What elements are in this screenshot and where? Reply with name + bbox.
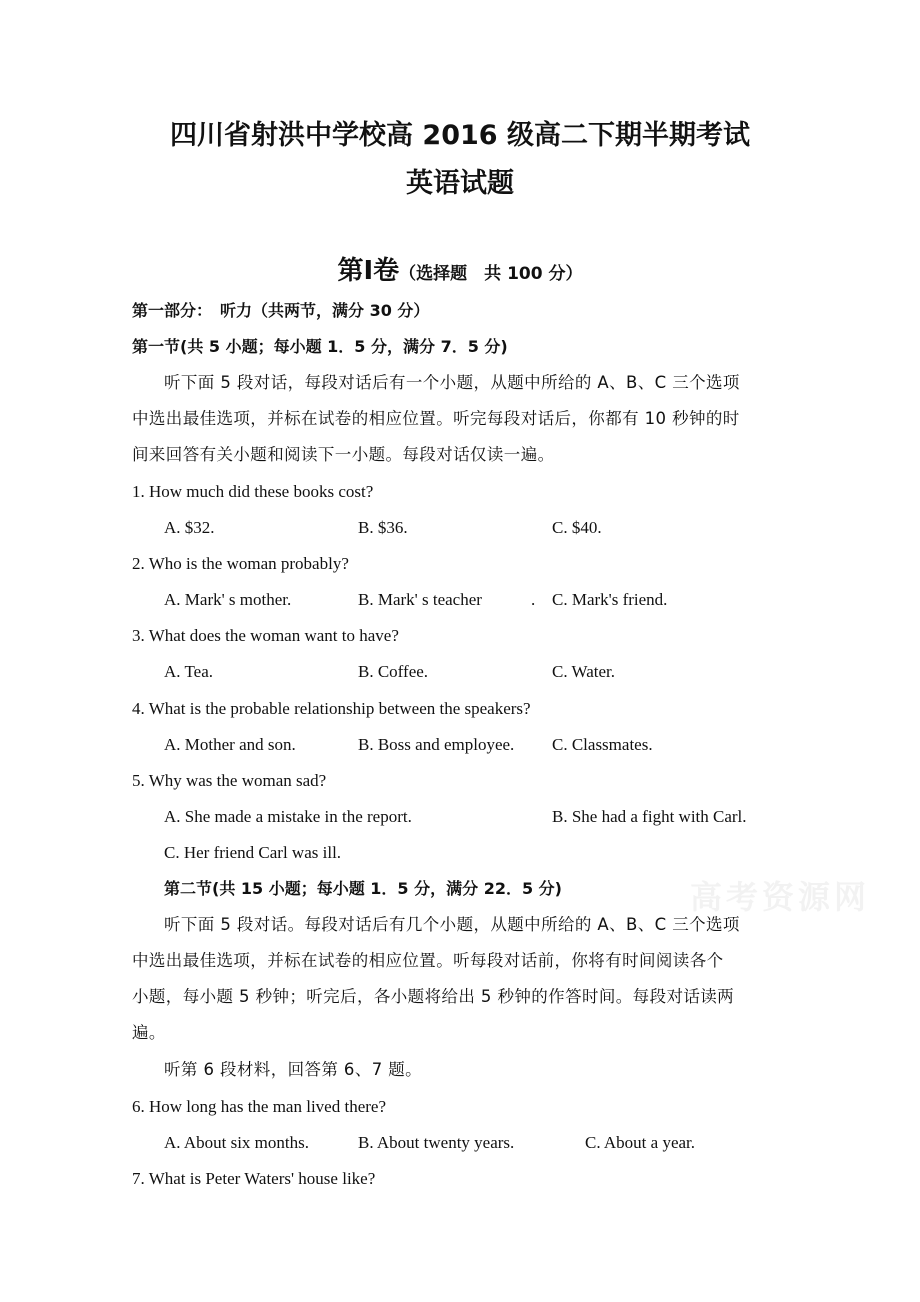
question-4-option-c: C. Classmates. bbox=[552, 735, 653, 754]
question-6-option-b: B. About twenty years. bbox=[358, 1133, 515, 1152]
watermark: 高考资源网 bbox=[690, 878, 871, 916]
section2-instruction-line: 听下面 5 段对话。每段对话后有几个小题，从题中所给的 A、B、C 三个选项 bbox=[164, 915, 740, 934]
question-2-option-a: A. Mark' s mother. bbox=[164, 590, 292, 609]
question-3-option-c: C. Water. bbox=[552, 662, 616, 681]
section2-instruction-line: 遍。 bbox=[132, 1023, 166, 1042]
section1-instruction-line: 听下面 5 段对话，每段对话后有一个小题，从题中所给的 A、B、C 三个选项 bbox=[164, 373, 740, 392]
part1-heading: 第一部分： 听力（共两节，满分 30 分） bbox=[132, 301, 430, 320]
exam-subject-title: 英语试题 bbox=[406, 168, 514, 199]
question-7-stem: 7. What is Peter Waters' house like? bbox=[132, 1169, 376, 1188]
question-1-option-a: A. $32. bbox=[164, 518, 215, 537]
section2-instruction-line: 小题，每小题 5 秒钟；听完后，各小题将给出 5 秒钟的作答时间。每段对话读两 bbox=[132, 987, 735, 1006]
question-5-stem: 5. Why was the woman sad? bbox=[132, 771, 327, 790]
section1-instruction-line: 中选出最佳选项，并标在试卷的相应位置。听完每段对话后，你都有 10 秒钟的时 bbox=[132, 409, 740, 428]
question-3-option-a: A. Tea. bbox=[164, 662, 214, 681]
question-4-option-b: B. Boss and employee. bbox=[358, 735, 515, 754]
question-6-option-a: A. About six months. bbox=[164, 1133, 309, 1152]
exam-title: 四川省射洪中学校高 2016 级高二下期半期考试 bbox=[170, 120, 750, 151]
question-2-option-b: B. Mark' s teacher bbox=[358, 590, 482, 609]
question-3-stem: 3. What does the woman want to have? bbox=[132, 626, 399, 645]
question-6-option-c: C. About a year. bbox=[585, 1133, 696, 1152]
question-2-option-c: C. Mark's friend. bbox=[552, 590, 668, 609]
question-4-option-a: A. Mother and son. bbox=[164, 735, 296, 754]
question-6-stem: 6. How long has the man lived there? bbox=[132, 1097, 386, 1116]
section2-instruction-line: 中选出最佳选项，并标在试卷的相应位置。听每段对话前，你将有时间阅读各个 bbox=[132, 951, 724, 970]
volume-label: 第I卷 bbox=[337, 256, 400, 286]
question-5-option-b: B. She had a fight with Carl. bbox=[552, 807, 747, 826]
question-1-stem: 1. How much did these books cost? bbox=[132, 482, 374, 501]
question-2-stem: 2. Who is the woman probably? bbox=[132, 554, 349, 573]
question-4-stem: 4. What is the probable relationship between the speakers? bbox=[132, 699, 531, 718]
question-2-stray-dot: . bbox=[531, 590, 536, 609]
section1-heading: 第一节(共 5 小题；每小题 1．5 分，满分 7．5 分) bbox=[132, 337, 508, 356]
question-1-option-b: B. $36. bbox=[358, 518, 408, 537]
section1-instruction-line: 间来回答有关小题和阅读下一小题。每段对话仅读一遍。 bbox=[132, 445, 555, 464]
volume-heading bbox=[0, 254, 920, 292]
question-3-option-b: B. Coffee. bbox=[358, 662, 429, 681]
question-5-option-c: C. Her friend Carl was ill. bbox=[164, 843, 342, 862]
section2-heading: 第二节(共 15 小题；每小题 1．5 分，满分 22．5 分) bbox=[164, 879, 562, 898]
volume-note: （选择题 共 100 分） bbox=[399, 264, 583, 284]
question-5-option-a: A. She made a mistake in the report. bbox=[164, 807, 412, 826]
question-1-option-c: C. $40. bbox=[552, 518, 602, 537]
material-6-instruction: 听第 6 段材料，回答第 6、7 题。 bbox=[164, 1060, 423, 1079]
